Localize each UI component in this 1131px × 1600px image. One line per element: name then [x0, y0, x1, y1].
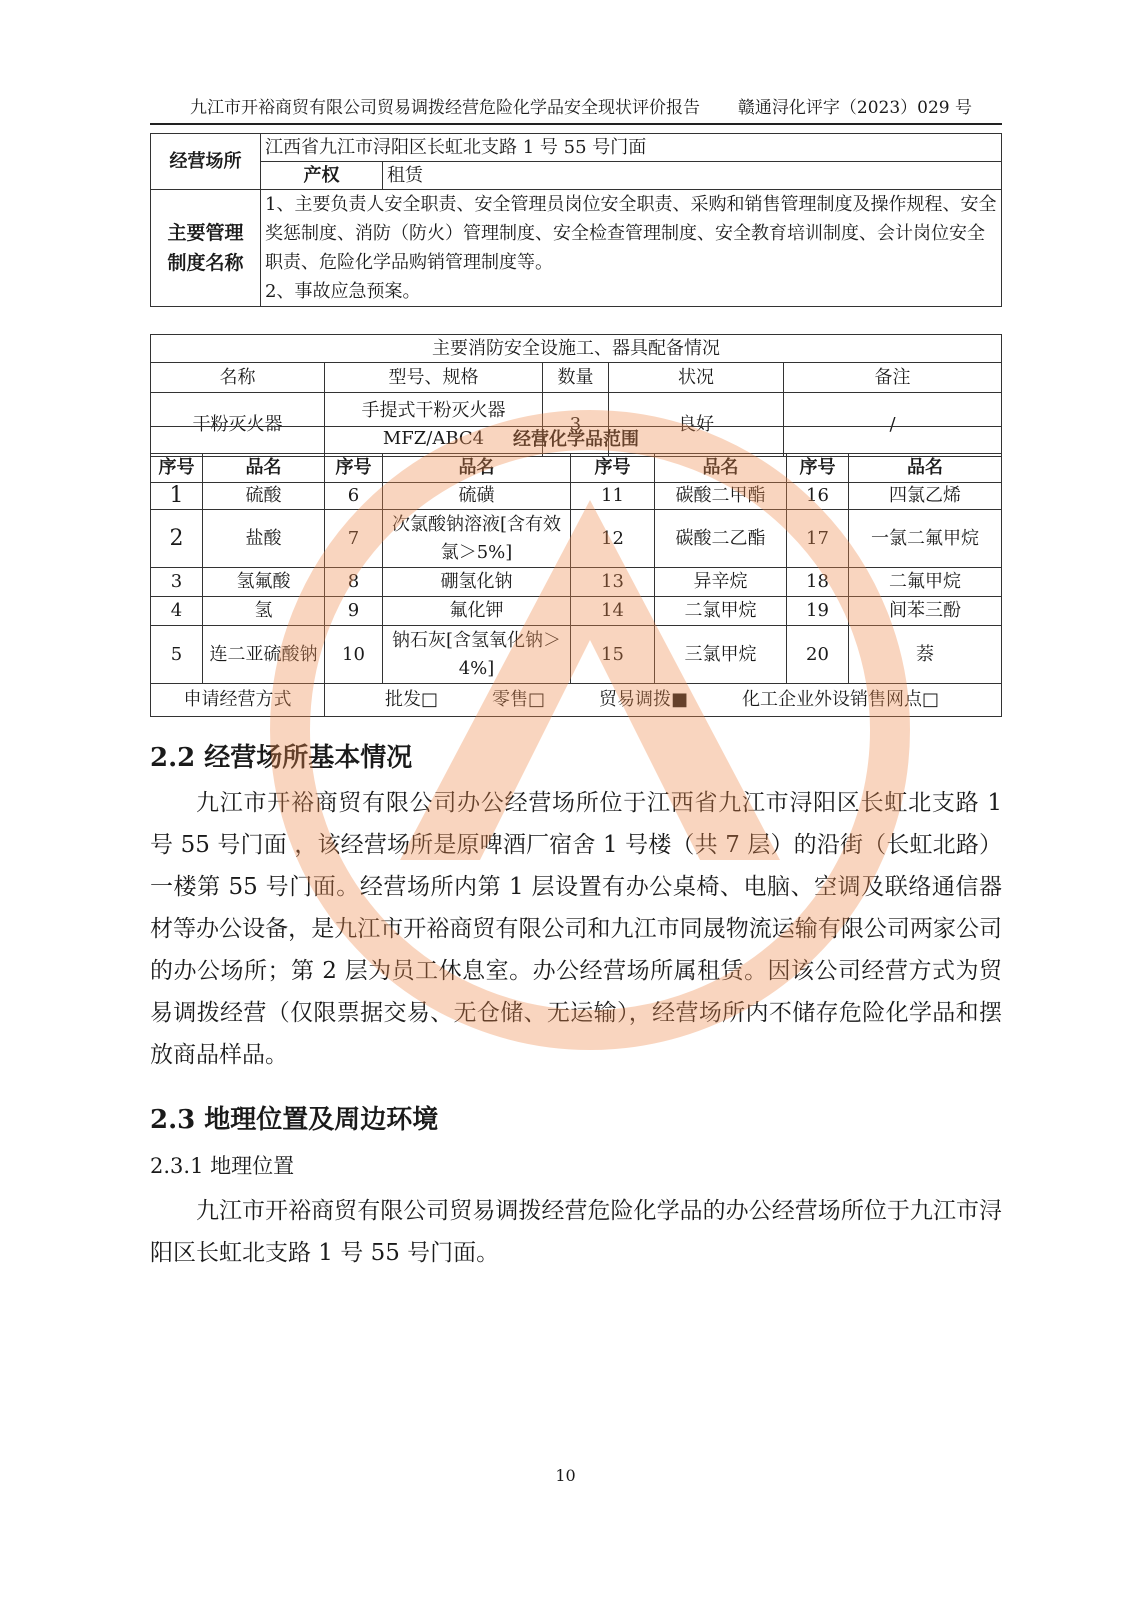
fire-header-note: 备注 [784, 363, 1002, 393]
chem-col-name-3: 品名 [655, 454, 787, 483]
chem-seq: 17 [787, 510, 849, 568]
fire-title: 主要消防安全设施工、器具配备情况 [151, 335, 1002, 363]
section-2-3-1-heading: 2.3.1 地理位置 [150, 1154, 295, 1178]
table-row [151, 597, 1002, 626]
chem-name: 氢氟酸 [203, 568, 325, 597]
fire-model-line-2: MFZ/ABC4 [382, 427, 485, 449]
chem-seq: 3 [151, 568, 203, 597]
chem-name: 二氯甲烷 [655, 597, 787, 626]
chem-name: 盐酸 [203, 510, 325, 568]
chem-seq: 14 [571, 597, 655, 626]
chem-title: 经营化学品范围 [151, 427, 1002, 454]
chem-name: 异辛烷 [655, 568, 787, 597]
chem-col-seq-2: 序号 [325, 454, 383, 483]
fire-header-name: 名称 [151, 363, 325, 393]
chem-name: 碳酸二甲酯 [655, 483, 787, 510]
site-value: 江西省九江市浔阳区长虹北支路 1 号 55 号门面 [261, 134, 1002, 162]
fire-status: 良好 [609, 393, 784, 457]
chem-name: 氟化钾 [383, 597, 571, 626]
property-value: 租赁 [383, 162, 1002, 190]
mgmt-line-1: 1、主要负责人安全职责、安全管理员岗位安全职责、采购和销售管理制度及操作规程、安全奖惩制度、消防（防火）管理制度、安全检查管理制度、安全教育培训制度、会计岗位安全职责、危险化学品购销管理制度等。 [265, 194, 997, 273]
chem-seq: 10 [325, 626, 383, 684]
chem-seq: 1 [151, 483, 203, 510]
chem-col-name-4: 品名 [849, 454, 1002, 483]
mgmt-label: 主要管理制度名称 [151, 190, 261, 307]
chem-seq: 18 [787, 568, 849, 597]
chem-col-name-1: 品名 [203, 454, 325, 483]
fire-qty: 3 [543, 393, 609, 457]
chem-name: 钠石灰[含氢氧化钠＞4%] [383, 626, 571, 684]
table-row [151, 483, 1002, 510]
fire-model-line-1: 手提式干粉灭火器 [361, 399, 506, 421]
mode-label: 申请经营方式 [151, 684, 325, 717]
chem-seq: 8 [325, 568, 383, 597]
chem-name: 次氯酸钠溶液[含有效氯＞5%] [383, 510, 571, 568]
section-2-2-paragraph: 九江市开裕商贸有限公司办公经营场所位于江西省九江市浔阳区长虹北支路 1 号 55 号门面 ，该经营场所是原啤酒厂宿舍 1 号楼（共 7 层）的沿街（长虹北路）一楼第 55 号门面。经营场所内第 1 层设置有办公桌椅、电脑、空调及联络通信器材等办公设备，是九江市开裕商贸有限公司和九江市同晟物流运输有限公司两家公司的办公场所；第 2 层为员工休息室。办公经营场所属租赁。因该公司经营方式为贸易调拨经营（仅限票据交易、无仓储、无运输），经营场所内不储存危险化学品和摆放商品样品。 [150, 790, 1002, 1068]
chem-name: 硫磺 [383, 483, 571, 510]
fire-header-status: 状况 [609, 363, 784, 393]
chemical-scope-table [150, 426, 1002, 717]
chem-name: 萘 [849, 626, 1002, 684]
table-row [151, 626, 1002, 684]
chem-col-seq-4: 序号 [787, 454, 849, 483]
table-row [151, 568, 1002, 597]
fire-note: / [784, 393, 1002, 457]
fire-header-model: 型号、规格 [325, 363, 543, 393]
chem-col-name-2: 品名 [383, 454, 571, 483]
chem-col-seq-1: 序号 [151, 454, 203, 483]
chem-col-seq-3: 序号 [571, 454, 655, 483]
chem-seq: 2 [151, 510, 203, 568]
chem-name: 氢 [203, 597, 325, 626]
chem-seq: 19 [787, 597, 849, 626]
chem-name: 硼氢化钠 [383, 568, 571, 597]
chem-name: 碳酸二乙酯 [655, 510, 787, 568]
fire-header-qty: 数量 [543, 363, 609, 393]
chem-seq: 12 [571, 510, 655, 568]
site-label: 经营场所 [151, 134, 261, 190]
section-2-3-heading: 2.3 地理位置及周边环境 [150, 1105, 439, 1135]
site-info-table [150, 133, 1002, 307]
report-code: 赣通浔化评字（2023）029 号 [737, 98, 972, 118]
section-2-2-heading: 2.2 经营场所基本情况 [150, 743, 413, 773]
chem-name: 三氯甲烷 [655, 626, 787, 684]
header-rule [150, 123, 1002, 125]
chem-seq: 5 [151, 626, 203, 684]
chem-name: 连二亚硫酸钠 [203, 626, 325, 684]
chem-name: 四氯乙烯 [849, 483, 1002, 510]
chem-name: 一氯二氟甲烷 [849, 510, 1002, 568]
chem-seq: 20 [787, 626, 849, 684]
section-2-3-1-paragraph: 九江市开裕商贸有限公司贸易调拨经营危险化学品的办公经营场所位于九江市浔阳区长虹北支路 1 号 55 号门面。 [150, 1198, 1002, 1266]
property-label: 产权 [261, 162, 383, 190]
report-title: 九江市开裕商贸有限公司贸易调拨经营危险化学品安全现状评价报告 [190, 98, 700, 118]
page-number: 10 [555, 1466, 576, 1485]
chem-seq: 11 [571, 483, 655, 510]
chem-seq: 16 [787, 483, 849, 510]
chem-seq: 7 [325, 510, 383, 568]
mgmt-line-2: 2、事故应急预案。 [265, 281, 421, 302]
chem-name: 二氟甲烷 [849, 568, 1002, 597]
chem-seq: 6 [325, 483, 383, 510]
chem-seq: 4 [151, 597, 203, 626]
chem-name: 硫酸 [203, 483, 325, 510]
chem-seq: 15 [571, 626, 655, 684]
fire-name: 干粉灭火器 [151, 393, 325, 457]
table-row [151, 510, 1002, 568]
chem-seq: 13 [571, 568, 655, 597]
chem-seq: 9 [325, 597, 383, 626]
mode-options: 批发□ 零售□ 贸易调拨■ 化工企业外设销售网点□ [325, 684, 1002, 717]
chem-name: 间苯三酚 [849, 597, 1002, 626]
